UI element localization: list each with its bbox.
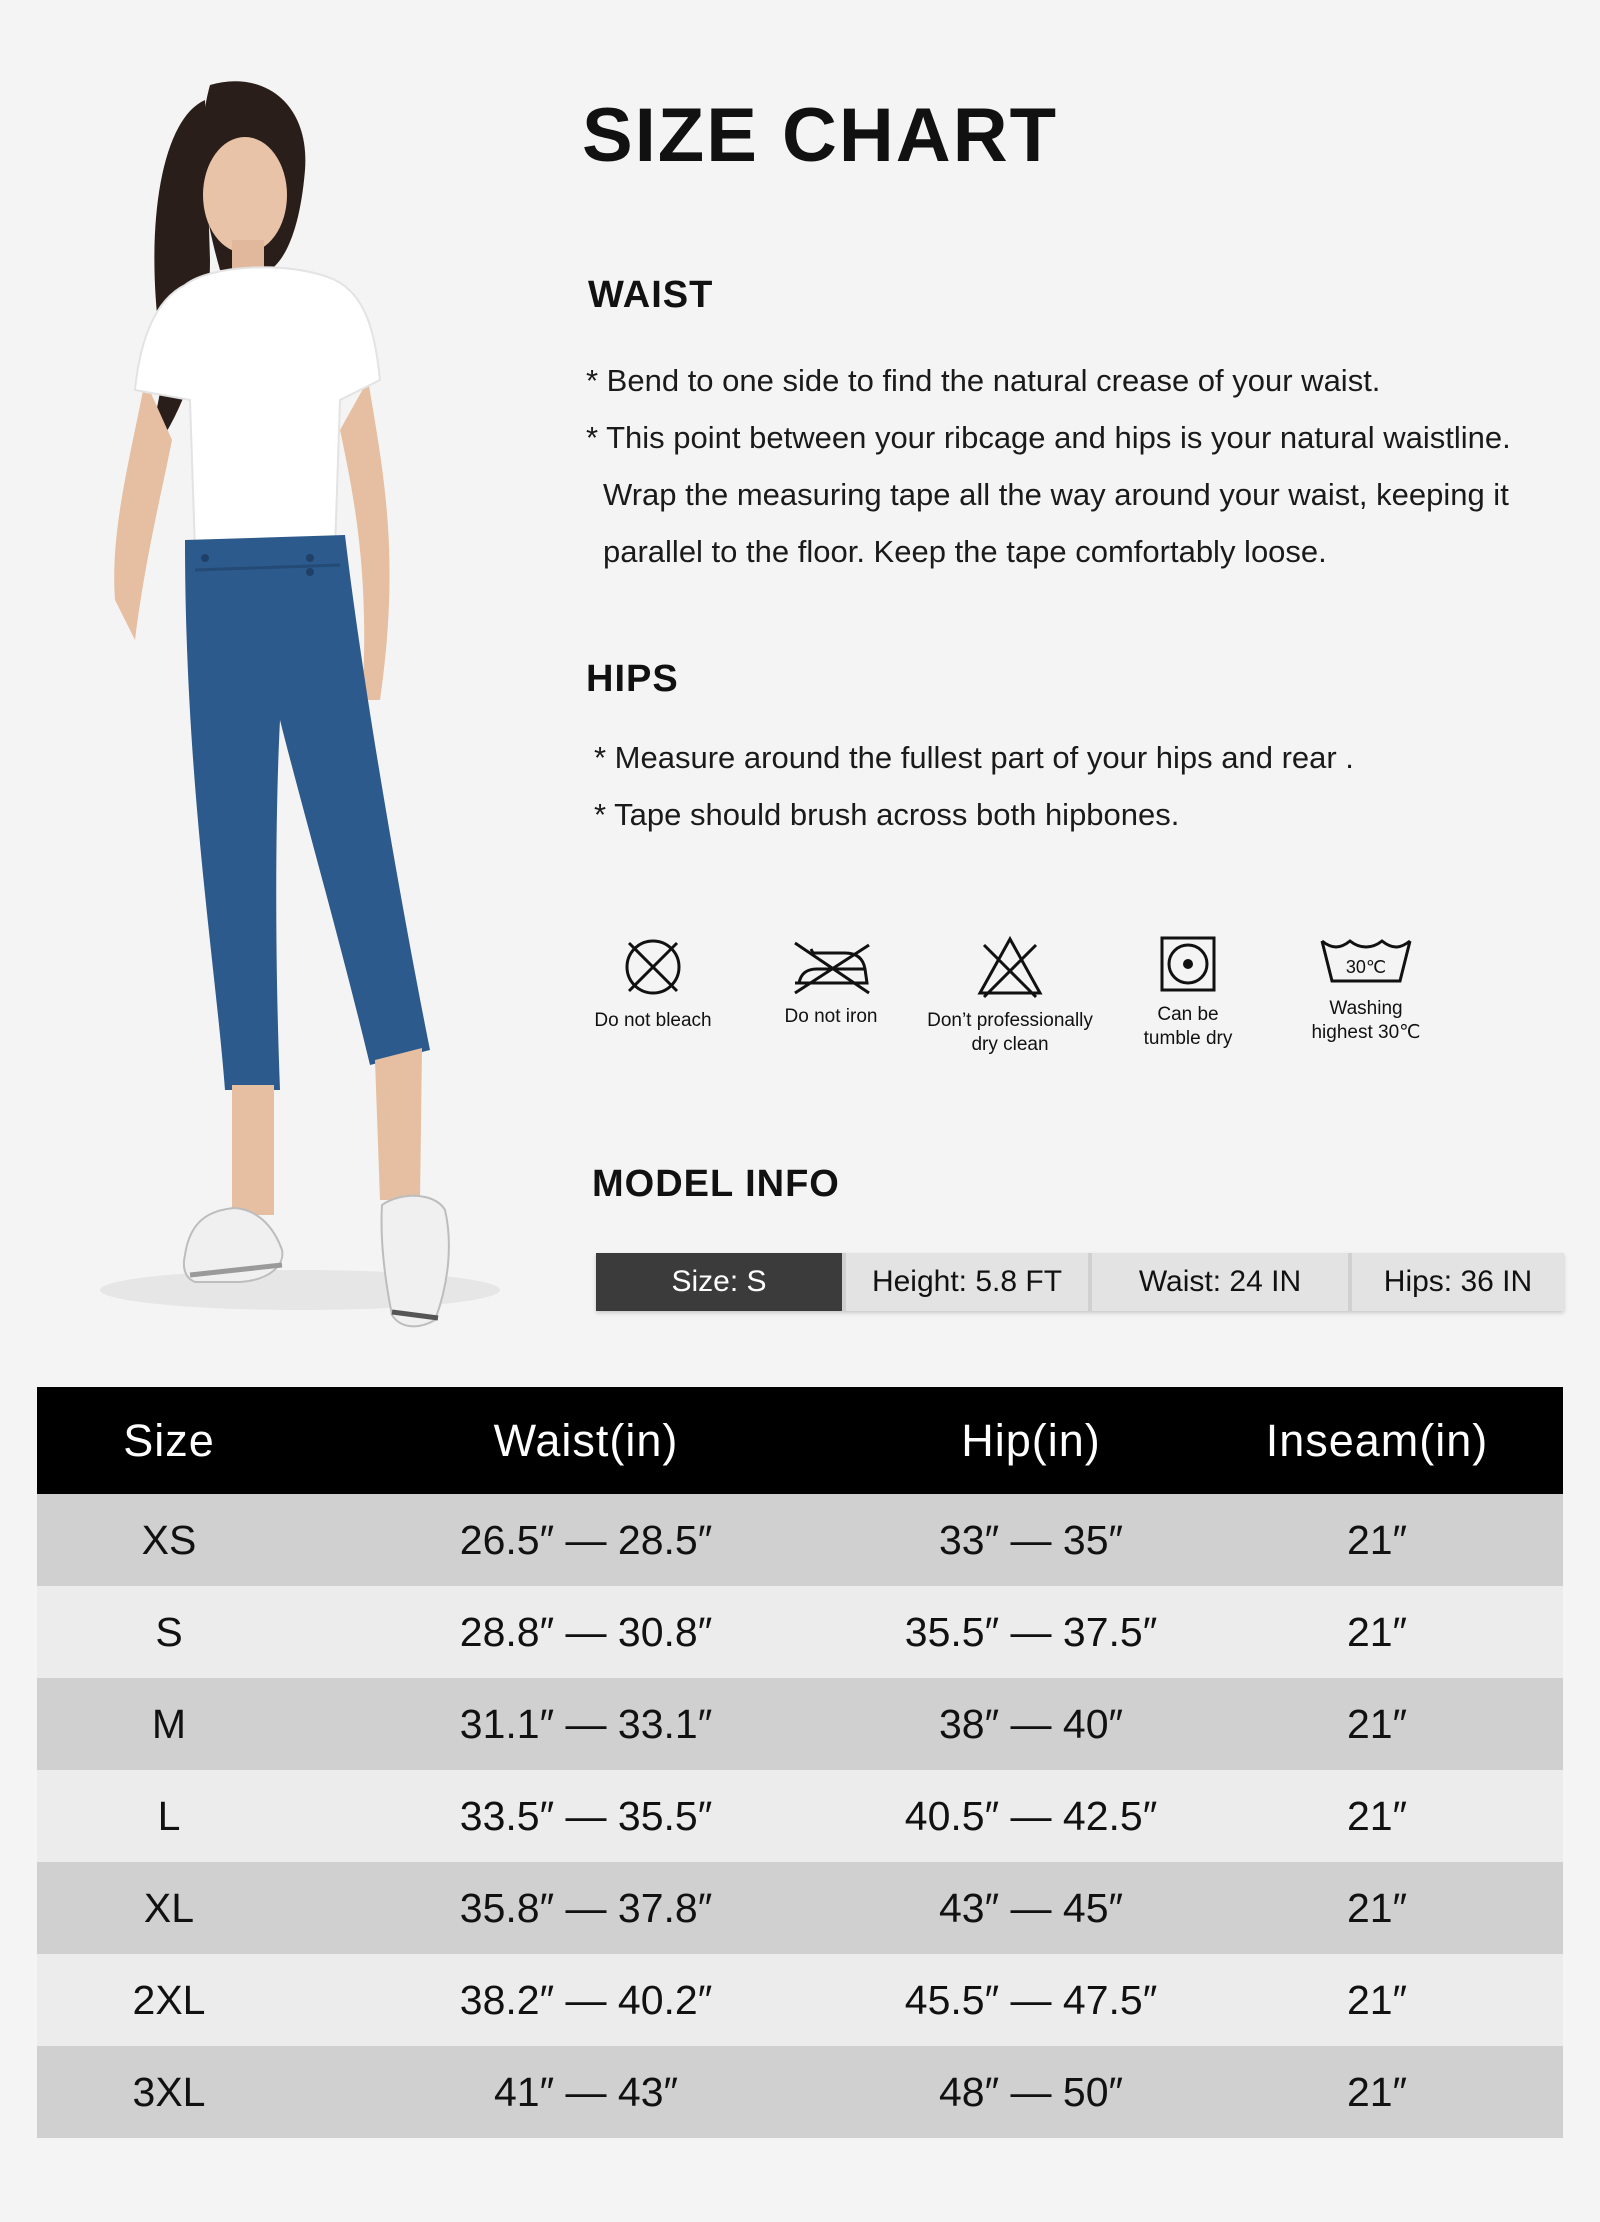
table-row (37, 1586, 1563, 1678)
cell-size: XS (37, 1494, 301, 1586)
cell-hip: 38″ — 40″ (871, 1678, 1191, 1770)
page-title: SIZE CHART (582, 93, 1058, 178)
care-label: Washing highest 30℃ (1311, 998, 1421, 1043)
model-info-bar (596, 1253, 1564, 1311)
care-label: Do not iron (784, 1006, 878, 1027)
cell-inseam: 21″ (1191, 1862, 1563, 1954)
wash-temperature: 30℃ (1345, 957, 1387, 977)
care-label: Do not bleach (594, 1010, 712, 1031)
header-waist: Waist(in) (301, 1387, 871, 1494)
cell-hip: 33″ — 35″ (871, 1494, 1191, 1586)
cell-waist: 28.8″ — 30.8″ (301, 1586, 871, 1678)
do-not-dry-clean-icon (976, 935, 1044, 999)
table-row (37, 1678, 1563, 1770)
cell-inseam: 21″ (1191, 1678, 1563, 1770)
model-photo (100, 80, 520, 1340)
cell-hip: 43″ — 45″ (871, 1862, 1191, 1954)
cell-waist: 35.8″ — 37.8″ (301, 1862, 871, 1954)
cell-size: M (37, 1678, 301, 1770)
cell-waist: 26.5″ — 28.5″ (301, 1494, 871, 1586)
cell-size: 2XL (37, 1954, 301, 2046)
cell-size: S (37, 1586, 301, 1678)
cell-size: XL (37, 1862, 301, 1954)
model-info-heading: MODEL INFO (592, 1163, 840, 1205)
cell-waist: 31.1″ — 33.1″ (301, 1678, 871, 1770)
tumble-dry-icon (1159, 935, 1217, 993)
care-do-not-iron (731, 935, 931, 1029)
header-inseam: Inseam(in) (1191, 1387, 1563, 1494)
waist-heading: WAIST (588, 274, 714, 316)
care-label: Can be tumble dry (1143, 1004, 1233, 1049)
do-not-iron-icon (789, 935, 873, 995)
care-do-not-dry-clean (910, 935, 1110, 1057)
wash-30-icon (1318, 935, 1414, 987)
cell-size: 3XL (37, 2046, 301, 2138)
model-size-cell: Size: S (596, 1253, 842, 1311)
waist-line: parallel to the floor. Keep the tape comfortably loose. (603, 534, 1327, 569)
cell-waist: 38.2″ — 40.2″ (301, 1954, 871, 2046)
waist-instructions (586, 352, 1586, 580)
size-table (37, 1387, 1563, 2138)
table-row (37, 2046, 1563, 2138)
table-row (37, 1954, 1563, 2046)
cell-hip: 45.5″ — 47.5″ (871, 1954, 1191, 2046)
cell-hip: 40.5″ — 42.5″ (871, 1770, 1191, 1862)
waist-line: * Bend to one side to find the natural crease of your waist. (586, 363, 1381, 398)
care-do-not-bleach (553, 935, 753, 1033)
hips-line: * Measure around the fullest part of your hips and rear . (594, 740, 1354, 775)
care-wash-30 (1266, 935, 1466, 1045)
cell-size: L (37, 1770, 301, 1862)
cell-inseam: 21″ (1191, 1770, 1563, 1862)
model-height-cell: Height: 5.8 FT (842, 1253, 1088, 1311)
hips-instructions (594, 729, 1554, 843)
table-row (37, 1862, 1563, 1954)
cell-inseam: 21″ (1191, 1586, 1563, 1678)
waist-line: Wrap the measuring tape all the way around your waist, keeping it (603, 477, 1509, 512)
cell-inseam: 21″ (1191, 1954, 1563, 2046)
table-row (37, 1494, 1563, 1586)
model-waist-cell: Waist: 24 IN (1088, 1253, 1348, 1311)
cell-waist: 33.5″ — 35.5″ (301, 1770, 871, 1862)
cell-inseam: 21″ (1191, 1494, 1563, 1586)
header-size: Size (37, 1387, 301, 1494)
model-hips-cell: Hips: 36 IN (1348, 1253, 1564, 1311)
waist-line: * This point between your ribcage and hips is your natural waistline. (586, 420, 1511, 455)
care-tumble-dry (1088, 935, 1288, 1051)
cell-hip: 35.5″ — 37.5″ (871, 1586, 1191, 1678)
care-label: Don’t professionally dry clean (927, 1010, 1093, 1055)
cell-inseam: 21″ (1191, 2046, 1563, 2138)
table-row (37, 1770, 1563, 1862)
header-hip: Hip(in) (871, 1387, 1191, 1494)
do-not-bleach-icon (621, 935, 685, 999)
cell-hip: 48″ — 50″ (871, 2046, 1191, 2138)
table-header-row (37, 1387, 1563, 1494)
hips-line: * Tape should brush across both hipbones. (594, 797, 1180, 832)
hips-heading: HIPS (586, 658, 679, 700)
cell-waist: 41″ — 43″ (301, 2046, 871, 2138)
